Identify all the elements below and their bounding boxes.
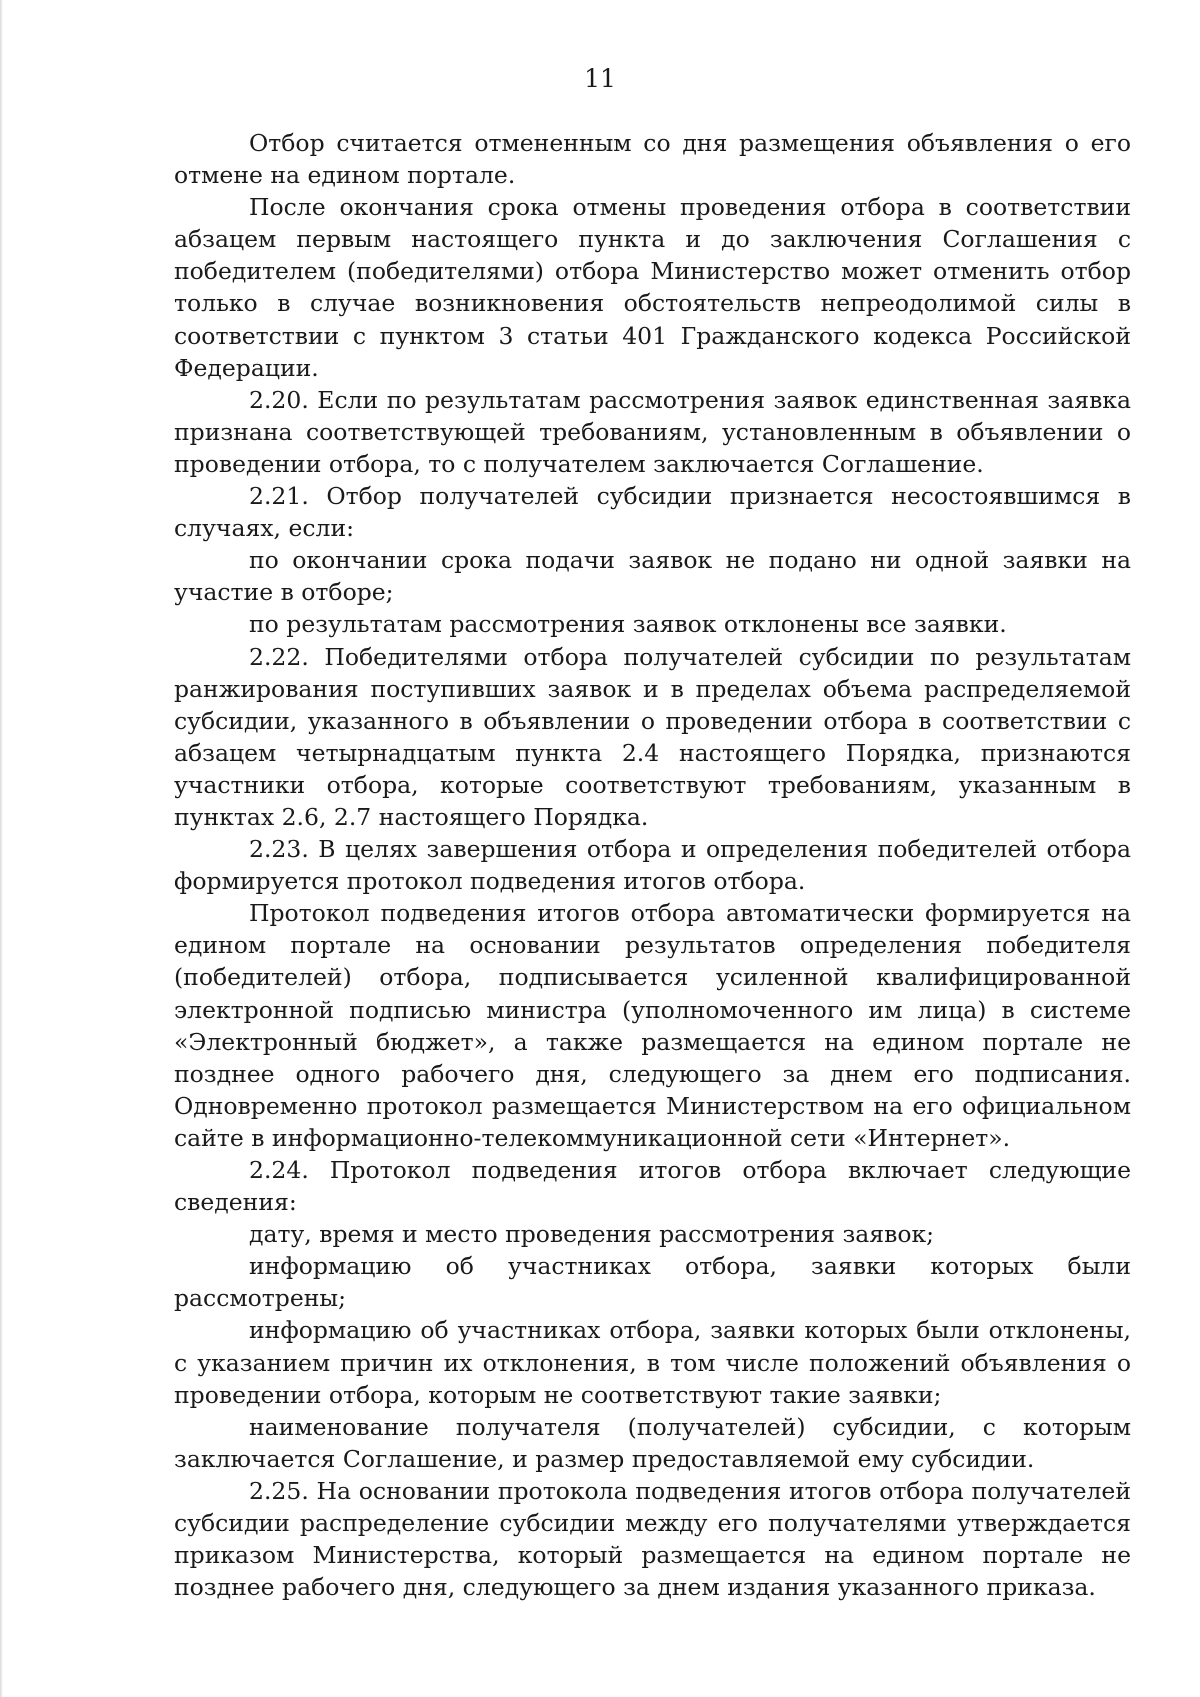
document-body [174,127,1131,1603]
paragraph-2-24: 2.24. Протокол подведения итогов отбора включает следующие сведения: [174,1156,1131,1217]
paragraph-2-20: 2.20. Если по результатам рассмотрения заявок единственная заявка признана соответствующей требованиям, установленным в объявлении о проведении отбора, то с получателем заключается Соглашение. [174,385,1131,478]
paragraph-2-24-item-recipient: наименование получателя (получателей) субсидии, с которым заключается Соглашение, и размер предоставляемой ему субсидии. [174,1412,1131,1473]
paragraph-2-21-case-all-rejected: по результатам рассмотрения заявок отклонены все заявки. [249,610,1007,639]
scan-edge [0,0,3,1697]
paragraph-2-24-item-rejected: информацию об участниках отбора, заявки которых были отклонены, с указанием причин их отклонения, в том числе положений объявления о проведении отбора, которым не соответствуют такие заявки; [174,1316,1131,1409]
paragraph-2-23: 2.23. В целях завершения отбора и определения победителей отбора формируется протокол подведения итогов отбора. [174,835,1131,896]
paragraph-2-25: 2.25. На основании протокола подведения итогов отбора получателей субсидии распределение субсидии между его получателями утверждается приказом Министерства, который размещается на едином портале не позднее рабочего дня, следующего за днем издания указанного приказа. [174,1476,1131,1602]
paragraph-2-21: 2.21. Отбор получателей субсидии признается несостоявшимся в случаях, если: [174,482,1131,543]
paragraph-cancellation-date: Отбор считается отмененным со дня размещения объявления о его отмене на едином портале. [174,129,1131,190]
paragraph-2-24-item-reviewed: информацию об участниках отбора, заявки которых были рассмотрены; [174,1252,1131,1313]
paragraph-cancellation-force-majeure: После окончания срока отмены проведения отбора в соответствии абзацем первым настоящего пункта и до заключения Соглашения с победителем (победителями) отбора Министерство может отменить отбор только в случае возникновения обстоятельств непреодолимой силы в соответствии с пунктом 3 статьи 401 Гражданского кодекса Российской Федерации. [174,193,1131,382]
paragraph-2-22: 2.22. Победителями отбора получателей субсидии по результатам ранжирования поступивших заявок и в пределах объема распределяемой субсидии, указанного в объявлении о проведении отбора в соответствии с абзацем четырнадцатым пункта 2.4 настоящего Порядка, признаются участники отбора, которые соответствуют требованиям, указанным в пунктах 2.6, 2.7 настоящего Порядка. [174,642,1131,831]
page-number: 11 [584,64,616,93]
paragraph-protocol-formation: Протокол подведения итогов отбора автоматически формируется на едином портале на основании результатов определения победителя (победителей) отбора, подписывается усиленной квалифицированной электронной подписью министра (уполномоченного им лица) в системе «Электронный бюджет», а также размещается на едином портале не позднее одного рабочего дня, следующего за днем его подписания. Одновременно протокол размещается Министерством на его официальном сайте в информационно-телекоммуникационной сети «Интернет». [174,899,1131,1152]
paragraph-2-24-item-date: дату, время и место проведения рассмотрения заявок; [249,1220,935,1249]
paragraph-2-21-case-no-applications: по окончании срока подачи заявок не подано ни одной заявки на участие в отборе; [174,546,1131,607]
